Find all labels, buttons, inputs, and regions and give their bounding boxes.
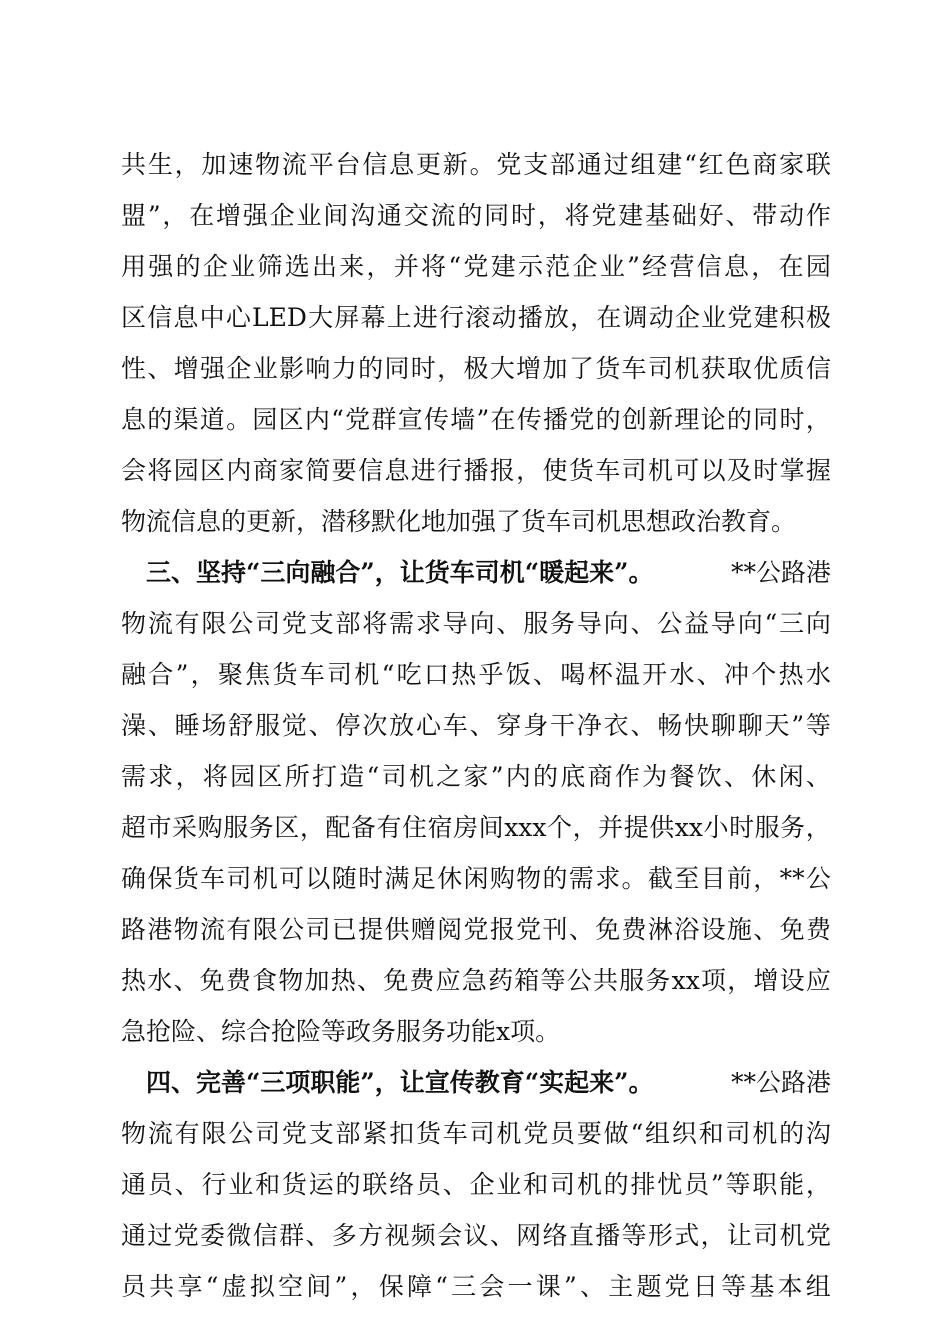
document-body [121,139,831,1312]
text-line: 息 的 渠 道 。 园 区 内 “ 党 群 宣 传 墙 ” 在 传 播 党 的 创 新 理 论 的 同 时 ， [121,405,831,434]
text-line: 急抢险、综合抢险等政务服务功能x项。 [121,1017,561,1046]
text-line: 区 信 息 中 心 LED 大 屏 幕 上 进 行 滚 动 播 放 ， 在 调 动 企 业 党 建 积 极 [121,303,831,332]
section-heading-line [121,1057,831,1108]
text-line: 通 员 、 行 业 和 货 运 的 联 络 员 、 企 业 和 司 机 的 排 忧 员 ” 等 职 能 ， [121,1170,831,1199]
text-line: 超 市 采 购 服 务 区 ， 配 备 有 住 宿 房 间 xxx 个 ， 并 提 供 xx 小 时 服 务 ， [121,813,831,842]
text-line: 热 水 、 免 费 食 物 加 热 、 免 费 应 急 药 箱 等 公 共 服 务 xx 项 ， 增 设 应 [121,966,831,995]
text-line: 需 求 ， 将 园 区 所 打 造 “ 司 机 之 家 ” 内 的 底 商 作 为 餐 饮 、 休 闲 、 [121,762,831,791]
text-line: 路 港 物 流 有 限 公 司 已 提 供 赠 阅 党 报 党 刊 、 免 费 淋 浴 设 施 、 免 费 [121,915,831,944]
text-line: 通 过 党 委 微 信 群 、 多 方 视 频 会 议 、 网 络 直 播 等 形 式 ， 让 司 机 党 [121,1221,831,1250]
text-line: 盟 ” ， 在 增 强 企 业 间 沟 通 交 流 的 同 时 ， 将 党 建 基 础 好 、 带 动 作 [121,201,831,230]
text-line: 员 共 享 “ 虚 拟 空 间 ” ， 保 障 “ 三 会 一 课 ” 、 主 题 党 日 等 基 本 组 [121,1272,831,1301]
text-line: 物流信息的更新，潜移默化地加强了货车司机思想政治教育。 [121,507,797,536]
section-heading: 三、坚持“三向融合”，让货车司机“暖起来”。 [146,558,654,587]
text-line: 性 、 增 强 企 业 影 响 力 的 同 时 ， 极 大 增 加 了 货 车 司 机 获 取 优 质 信 [121,354,831,383]
text-line: 澡 、 睡 场 舒 服 觉 、 停 次 放 心 车 、 穿 身 干 净 衣 、 畅 快 聊 聊 天 ” 等 [121,711,831,740]
heading-trailing-text: **公路港 [730,558,831,587]
heading-trailing-text: **公路港 [730,1068,831,1097]
text-line: 物 流 有 限 公 司 党 支 部 将 需 求 导 向 、 服 务 导 向 、 公 益 导 向 “ 三 向 [121,609,831,638]
text-line: 用 强 的 企 业 筛 选 出 来 ， 并 将 “ 党 建 示 范 企 业 ” 经 营 信 息 ， 在 园 [121,252,831,281]
text-line: 会 将 园 区 内 商 家 简 要 信 息 进 行 播 报 ， 使 货 车 司 机 可 以 及 时 掌 握 [121,456,831,485]
text-line: 确 保 货 车 司 机 可 以 随 时 满 足 休 闲 购 物 的 需 求 。 截 至 目 前 ， ** 公 [121,864,831,893]
text-line: 共 生 ， 加 速 物 流 平 台 信 息 更 新 。 党 支 部 通 过 组 建 “ 红 色 商 家 联 [121,150,831,179]
section-heading-line [121,547,831,598]
section-heading: 四、完善“三项职能”，让宣传教育“实起来”。 [146,1068,654,1097]
text-line: 物 流 有 限 公 司 党 支 部 紧 扣 货 车 司 机 党 员 要 做 “ 组 织 和 司 机 的 沟 [121,1119,831,1148]
text-line: 融 合 ” ， 聚 焦 货 车 司 机 “ 吃 口 热 乎 饭 、 喝 杯 温 开 水 、 冲 个 热 水 [121,660,831,689]
